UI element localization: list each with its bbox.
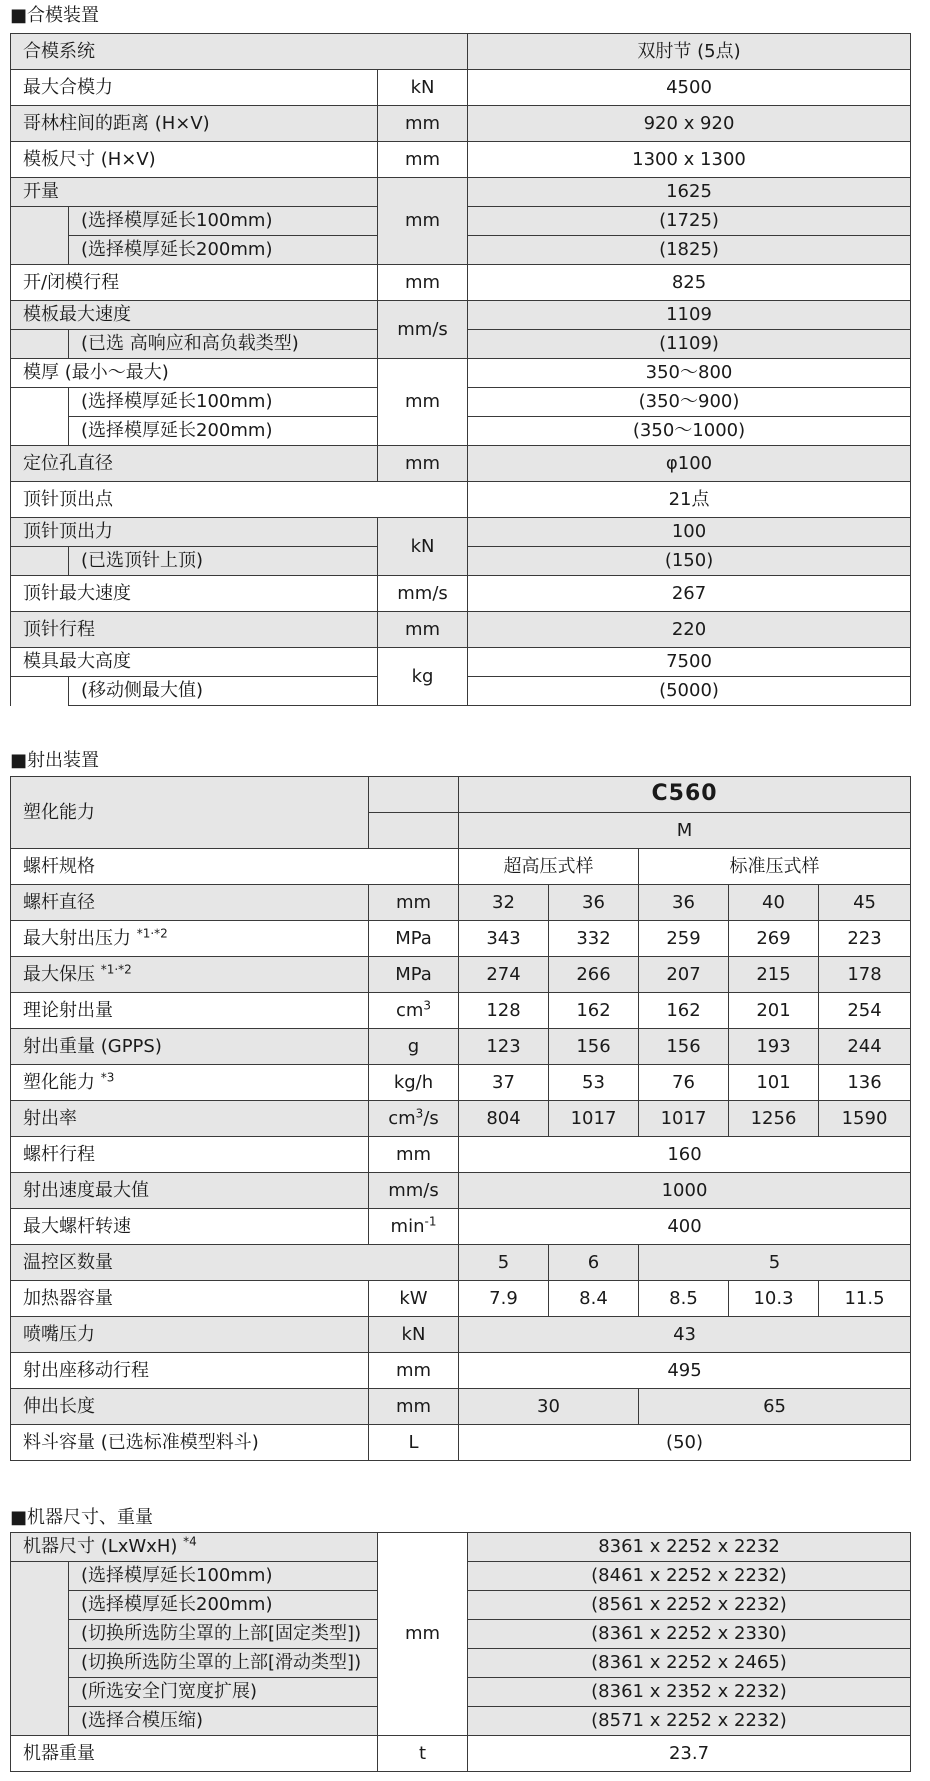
table-row (11, 921, 911, 957)
row-unit: mm/s (378, 576, 468, 612)
cell-value: 136 (819, 1065, 911, 1101)
row-label: 最大螺杆转速 (11, 1209, 369, 1245)
row-unit: kN (378, 518, 468, 576)
row-label: 温控区数量 (11, 1245, 459, 1281)
cell-value: 244 (819, 1029, 911, 1065)
row-value: (1109) (468, 330, 911, 359)
row-unit: MPa (369, 921, 459, 957)
row-unit: kg/h (369, 1065, 459, 1101)
row-value: 7500 (468, 648, 911, 677)
table-row (11, 359, 911, 388)
cell-value: 128 (459, 993, 549, 1029)
row-label: 模板最大速度 (11, 301, 378, 330)
indent-cell (11, 330, 69, 359)
table-row (11, 1029, 911, 1065)
row-unit: kg (378, 648, 468, 706)
table-row (11, 648, 911, 677)
row-label-text: 最大保压 (23, 963, 95, 985)
cell-value: 45 (819, 885, 911, 921)
row-label-text: 最大射出压力 (23, 927, 131, 949)
cell-value: 162 (639, 993, 729, 1029)
row-value: (8361 x 2252 x 2330) (468, 1620, 911, 1649)
row-value: 160 (459, 1137, 911, 1173)
table-row (11, 1353, 911, 1389)
row-unit: mm (378, 106, 468, 142)
row-value: 21点 (468, 482, 911, 518)
row-value: 220 (468, 612, 911, 648)
row-value: 495 (459, 1353, 911, 1389)
row-unit: t (378, 1736, 468, 1772)
row-label: 伸出长度 (11, 1389, 369, 1425)
row-label (11, 1065, 369, 1101)
indent-cell (11, 236, 69, 265)
row-label (11, 921, 369, 957)
row-unit (369, 1101, 459, 1137)
cell-value: 101 (729, 1065, 819, 1101)
row-label: 顶针顶出力 (11, 518, 378, 547)
row-value: (350～900) (468, 388, 911, 417)
row-label: 顶针行程 (11, 612, 378, 648)
indent-cell (11, 1678, 69, 1707)
indent-cell (11, 1562, 69, 1591)
unit-text: cm (395, 999, 424, 1021)
row-label: 射出速度最大值 (11, 1173, 369, 1209)
cell-value: 10.3 (729, 1281, 819, 1317)
row-unit (369, 1209, 459, 1245)
cell-value: 6 (549, 1245, 639, 1281)
row-unit: mm (369, 1137, 459, 1173)
footnote-mark: *3 (100, 1069, 115, 1084)
row-value: 43 (459, 1317, 911, 1353)
table-row (11, 70, 911, 106)
unit-sup: -1 (424, 1213, 437, 1228)
cell-value: 274 (459, 957, 549, 993)
row-unit: kN (369, 1317, 459, 1353)
row-label (11, 1533, 378, 1562)
row-label (11, 957, 369, 993)
cell-value: 76 (639, 1065, 729, 1101)
cell-value: 123 (459, 1029, 549, 1065)
screw-spec-standard: 标准压式样 (639, 849, 911, 885)
row-value: 920 x 920 (468, 106, 911, 142)
cell-value: 207 (639, 957, 729, 993)
row-unit: mm/s (378, 301, 468, 359)
table-row (11, 446, 911, 482)
cell-value: 65 (639, 1389, 911, 1425)
row-unit: kW (369, 1281, 459, 1317)
row-value: 267 (468, 576, 911, 612)
table-row (11, 1317, 911, 1353)
row-value: 350～800 (468, 359, 911, 388)
footnote-mark: *1·*2 (100, 961, 132, 976)
row-label: 最大合模力 (11, 70, 378, 106)
row-label: (切换所选防尘罩的上部[固定类型]) (69, 1620, 378, 1649)
cell-value: 8.4 (549, 1281, 639, 1317)
row-value: (8461 x 2252 x 2232) (468, 1562, 911, 1591)
cell-value: 156 (549, 1029, 639, 1065)
table-row (11, 957, 911, 993)
blank-cell (369, 813, 459, 849)
row-label: 喷嘴压力 (11, 1317, 369, 1353)
row-value: (8561 x 2252 x 2232) (468, 1591, 911, 1620)
row-label: 螺杆直径 (11, 885, 369, 921)
row-value: (50) (459, 1425, 911, 1461)
row-label: 开量 (11, 178, 378, 207)
cell-value: 193 (729, 1029, 819, 1065)
row-label: 哥林柱间的距离 (H×V) (11, 106, 378, 142)
cell-value: 223 (819, 921, 911, 957)
cell-value: 266 (549, 957, 639, 993)
row-label: 顶针顶出点 (11, 482, 468, 518)
cell-value: 1017 (639, 1101, 729, 1137)
row-value: 825 (468, 265, 911, 301)
row-label: 料斗容量 (已选标准模型料斗) (11, 1425, 369, 1461)
row-label: (选择模厚延长100mm) (69, 207, 378, 236)
row-label: 定位孔直径 (11, 446, 378, 482)
row-value: (8361 x 2352 x 2232) (468, 1678, 911, 1707)
row-unit: mm (369, 885, 459, 921)
section-title-machine: ■机器尺寸、重量 (10, 1507, 154, 1528)
indent-cell (11, 677, 69, 706)
row-label: 螺杆规格 (11, 849, 459, 885)
row-unit: MPa (369, 957, 459, 993)
indent-cell (11, 1591, 69, 1620)
cell-value: 37 (459, 1065, 549, 1101)
row-label: 射出座移动行程 (11, 1353, 369, 1389)
cell-value: 804 (459, 1101, 549, 1137)
row-label: (移动侧最大值) (69, 677, 378, 706)
indent-cell (11, 1620, 69, 1649)
unit-sup: 3 (415, 1105, 424, 1120)
row-label: 模板尺寸 (H×V) (11, 142, 378, 178)
cell-value: 259 (639, 921, 729, 957)
cell-value: 30 (459, 1389, 639, 1425)
model-logo (459, 777, 911, 813)
row-label: 加热器容量 (11, 1281, 369, 1317)
row-unit: mm (378, 446, 468, 482)
table-row (11, 1281, 911, 1317)
section-title-clamping: ■合模装置 (10, 5, 100, 26)
row-label: 机器重量 (11, 1736, 378, 1772)
table-row (11, 885, 911, 921)
table-row (11, 518, 911, 547)
row-label: (选择模厚延长100mm) (69, 1562, 378, 1591)
table-row (11, 1065, 911, 1101)
cell-value: 162 (549, 993, 639, 1029)
row-unit: mm (369, 1389, 459, 1425)
injection-table (10, 776, 911, 1461)
cell-value: 254 (819, 993, 911, 1029)
row-value: 1300 x 1300 (468, 142, 911, 178)
row-value: (8571 x 2252 x 2232) (468, 1707, 911, 1736)
cell-value: 40 (729, 885, 819, 921)
row-unit: kN (378, 70, 468, 106)
indent-cell (11, 207, 69, 236)
row-label: (选择模厚延长200mm) (69, 236, 378, 265)
model-logo-text: C560 (651, 781, 718, 806)
footnote-mark: *4 (183, 1534, 197, 1549)
table-row (11, 301, 911, 330)
system-value: 双肘节 (5点) (468, 34, 911, 70)
row-unit: mm (378, 265, 468, 301)
table-row (11, 1209, 911, 1245)
unit-sup: 3 (423, 997, 432, 1012)
cell-value: 332 (549, 921, 639, 957)
table-row (11, 849, 911, 885)
unit-text: min (390, 1215, 425, 1237)
table-row (11, 178, 911, 207)
row-value: 100 (468, 518, 911, 547)
indent-cell (11, 1649, 69, 1678)
cell-value: 1590 (819, 1101, 911, 1137)
row-value: 4500 (468, 70, 911, 106)
table-row (11, 1736, 911, 1772)
row-value: (5000) (468, 677, 911, 706)
blank-cell (369, 777, 459, 813)
table-row (11, 1533, 911, 1562)
indent-cell (11, 1707, 69, 1736)
row-value: 1000 (459, 1173, 911, 1209)
row-unit: mm (378, 1533, 468, 1736)
row-label: 开/闭模行程 (11, 265, 378, 301)
row-label: (选择模厚延长100mm) (69, 388, 378, 417)
footnote-mark: *1·*2 (136, 925, 168, 940)
table-row (11, 1245, 911, 1281)
cell-value: 36 (639, 885, 729, 921)
cell-value: 5 (639, 1245, 911, 1281)
cell-value: 5 (459, 1245, 549, 1281)
row-label: 理论射出量 (11, 993, 369, 1029)
row-unit: mm (378, 142, 468, 178)
row-unit: mm (378, 612, 468, 648)
table-row (11, 576, 911, 612)
cell-value: 36 (549, 885, 639, 921)
row-unit: g (369, 1029, 459, 1065)
table-row (11, 106, 911, 142)
table-row (11, 1425, 911, 1461)
row-label: 顶针最大速度 (11, 576, 378, 612)
row-label: (选择模厚延长200mm) (69, 1591, 378, 1620)
row-label-text: 塑化能力 (23, 1071, 95, 1093)
table-row (11, 1137, 911, 1173)
cell-value: 156 (639, 1029, 729, 1065)
cell-value: 11.5 (819, 1281, 911, 1317)
cell-value: 269 (729, 921, 819, 957)
row-label: (选择模厚延长200mm) (69, 417, 378, 446)
row-value: 400 (459, 1209, 911, 1245)
table-row (11, 34, 911, 70)
row-unit: mm (378, 178, 468, 265)
row-label: 螺杆行程 (11, 1137, 369, 1173)
row-label: 射出重量 (GPPS) (11, 1029, 369, 1065)
cell-value: 1017 (549, 1101, 639, 1137)
row-value: (1725) (468, 207, 911, 236)
cell-value: 201 (729, 993, 819, 1029)
row-label: 模厚 (最小～最大) (11, 359, 378, 388)
row-label: (已选 高响应和高负载类型) (69, 330, 378, 359)
table-row (11, 1173, 911, 1209)
row-value: 8361 x 2252 x 2232 (468, 1533, 911, 1562)
cell-value: 343 (459, 921, 549, 957)
cell-value: 7.9 (459, 1281, 549, 1317)
row-value: 1109 (468, 301, 911, 330)
machine-table (10, 1532, 911, 1772)
indent-cell (11, 417, 69, 446)
row-value: (350～1000) (468, 417, 911, 446)
row-label: (选择合模压缩) (69, 1707, 378, 1736)
system-label: 合模系统 (11, 34, 468, 70)
table-row (11, 777, 911, 813)
row-unit (369, 993, 459, 1029)
row-label: 模具最大高度 (11, 648, 378, 677)
table-row (11, 482, 911, 518)
indent-cell (11, 388, 69, 417)
unit-text: cm (388, 1107, 416, 1129)
table-row (11, 1101, 911, 1137)
cell-value: 8.5 (639, 1281, 729, 1317)
row-label: (切换所选防尘罩的上部[滑动类型]) (69, 1649, 378, 1678)
section-title-injection: ■射出装置 (10, 750, 100, 771)
row-label: (所选安全门宽度扩展) (69, 1678, 378, 1707)
cell-value: 53 (549, 1065, 639, 1101)
row-label: 射出率 (11, 1101, 369, 1137)
row-unit: mm (378, 359, 468, 446)
row-value: φ100 (468, 446, 911, 482)
row-value: 1625 (468, 178, 911, 207)
unit-tail: /s (423, 1107, 439, 1129)
row-unit: L (369, 1425, 459, 1461)
row-value: 23.7 (468, 1736, 911, 1772)
row-unit: mm (369, 1353, 459, 1389)
cell-value: 32 (459, 885, 549, 921)
table-row (11, 1389, 911, 1425)
row-label-text: 机器尺寸 (LxWxH) (23, 1536, 178, 1557)
table-row (11, 993, 911, 1029)
cell-value: 1256 (729, 1101, 819, 1137)
cell-value: 215 (729, 957, 819, 993)
row-value: (150) (468, 547, 911, 576)
model-size: M (459, 813, 911, 849)
table-row (11, 612, 911, 648)
row-value: (8361 x 2252 x 2465) (468, 1649, 911, 1678)
cell-value: 178 (819, 957, 911, 993)
row-label: (已选顶针上顶) (69, 547, 378, 576)
row-value: (1825) (468, 236, 911, 265)
row-unit: mm/s (369, 1173, 459, 1209)
plasticizing-label: 塑化能力 (11, 777, 369, 849)
table-row (11, 265, 911, 301)
clamping-table (10, 33, 911, 706)
screw-spec-ultra: 超高压式样 (459, 849, 639, 885)
indent-cell (11, 547, 69, 576)
table-row (11, 142, 911, 178)
